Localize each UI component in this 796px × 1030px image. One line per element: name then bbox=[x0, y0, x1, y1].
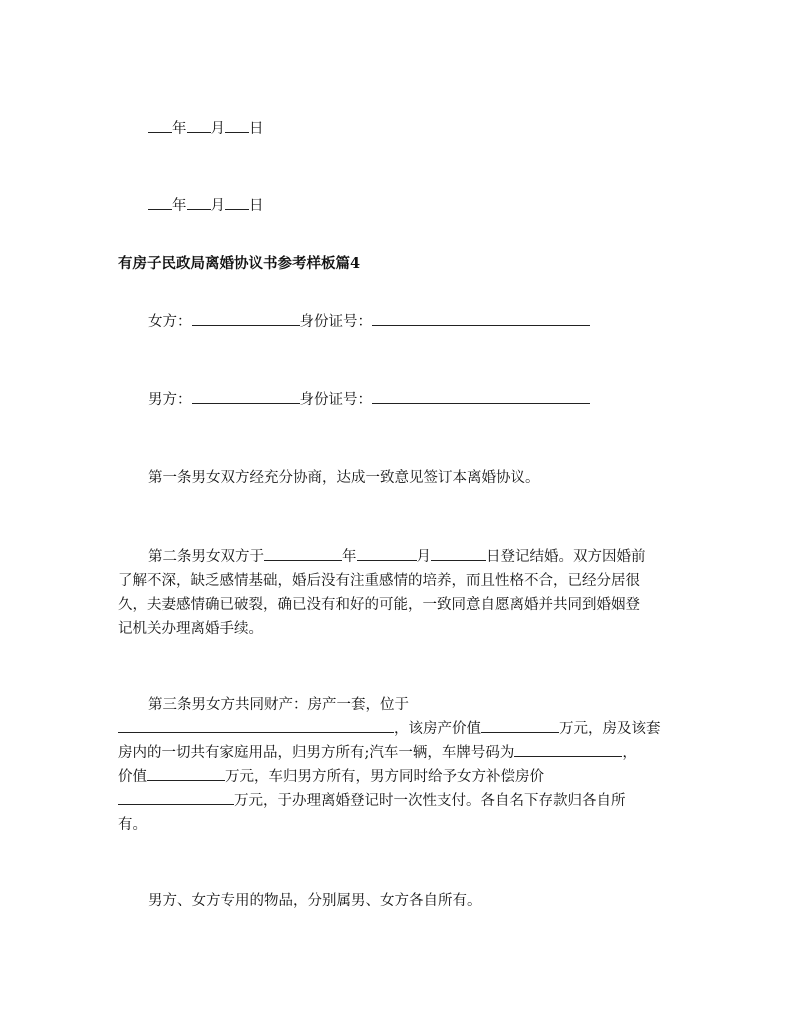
article-3-line-1: 第三条男女方共同财产：房产一套，位于 bbox=[148, 697, 409, 713]
article-2-text: 第二条男女双方于 bbox=[148, 549, 264, 565]
blank-underline bbox=[148, 195, 172, 210]
blank-underline bbox=[225, 118, 249, 133]
article-3-line-5 bbox=[118, 790, 626, 813]
article-3-text: 万元，房及该套 bbox=[559, 721, 661, 737]
plate-blank bbox=[514, 742, 622, 757]
year-label: 年 bbox=[172, 121, 187, 137]
day-label: 日 bbox=[249, 198, 264, 214]
compensation-blank bbox=[118, 790, 234, 805]
article-2-line-1 bbox=[148, 546, 646, 569]
blank-underline bbox=[148, 118, 172, 133]
blank-underline bbox=[187, 118, 211, 133]
date-line bbox=[148, 118, 264, 141]
article-3-line-2 bbox=[118, 718, 661, 741]
day-blank bbox=[431, 546, 486, 561]
article-2-text: 日登记结婚。双方因婚前 bbox=[486, 549, 646, 565]
year-label: 年 bbox=[172, 198, 187, 214]
id-label: 身份证号： bbox=[299, 314, 372, 330]
month-label: 月 bbox=[210, 198, 225, 214]
article-1: 第一条男女双方经充分协商，达成一致意见签订本离婚协议。 bbox=[148, 470, 540, 486]
name-blank bbox=[192, 389, 300, 404]
male-party-line bbox=[148, 389, 590, 412]
month-label: 月 bbox=[416, 549, 431, 565]
blank-underline bbox=[187, 195, 211, 210]
article-3-text: 房内的一切共有家庭用品，归男方所有;汽车一辆，车牌号码为 bbox=[118, 745, 515, 761]
male-label: 男方： bbox=[148, 392, 192, 408]
id-blank bbox=[372, 389, 590, 404]
article-3-text: ，该房产价值 bbox=[394, 721, 481, 737]
article-3-line-3 bbox=[118, 742, 637, 765]
article-3-text: 万元，车归男方所有，男方同时给予女方补偿房价 bbox=[225, 769, 544, 785]
year-label: 年 bbox=[342, 549, 357, 565]
section-heading: 有房子民政局离婚协议书参考样板篇4 bbox=[118, 255, 361, 272]
article-3-line-6: 有。 bbox=[118, 817, 147, 833]
value-blank bbox=[481, 718, 559, 733]
article-3-text: ， bbox=[622, 745, 637, 761]
day-label: 日 bbox=[249, 121, 264, 137]
article-3-line-4 bbox=[118, 766, 544, 789]
address-blank bbox=[118, 718, 394, 733]
article-2-line-3: 久，夫妻感情确已破裂，确已没有和好的可能，一致同意自愿离婚并共同到婚姻登 bbox=[118, 597, 640, 613]
article-3-text: 价值 bbox=[118, 769, 147, 785]
article-4: 男方、女方专用的物品，分别属男、女方各自所有。 bbox=[148, 893, 482, 909]
month-blank bbox=[357, 546, 417, 561]
car-value-blank bbox=[147, 766, 225, 781]
blank-underline bbox=[225, 195, 249, 210]
date-line bbox=[148, 195, 264, 218]
female-party-line bbox=[148, 311, 590, 334]
female-label: 女方： bbox=[148, 314, 192, 330]
id-blank bbox=[372, 311, 590, 326]
article-2-line-2: 了解不深，缺乏感情基础，婚后没有注重感情的培养，而且性格不合，已经分居很 bbox=[118, 573, 640, 589]
year-blank bbox=[264, 546, 342, 561]
article-3-text: 万元，于办理离婚登记时一次性支付。各自名下存款归各自所 bbox=[234, 793, 626, 809]
month-label: 月 bbox=[210, 121, 225, 137]
article-2-line-4: 记机关办理离婚手续。 bbox=[118, 621, 263, 637]
name-blank bbox=[192, 311, 300, 326]
id-label: 身份证号： bbox=[299, 392, 372, 408]
